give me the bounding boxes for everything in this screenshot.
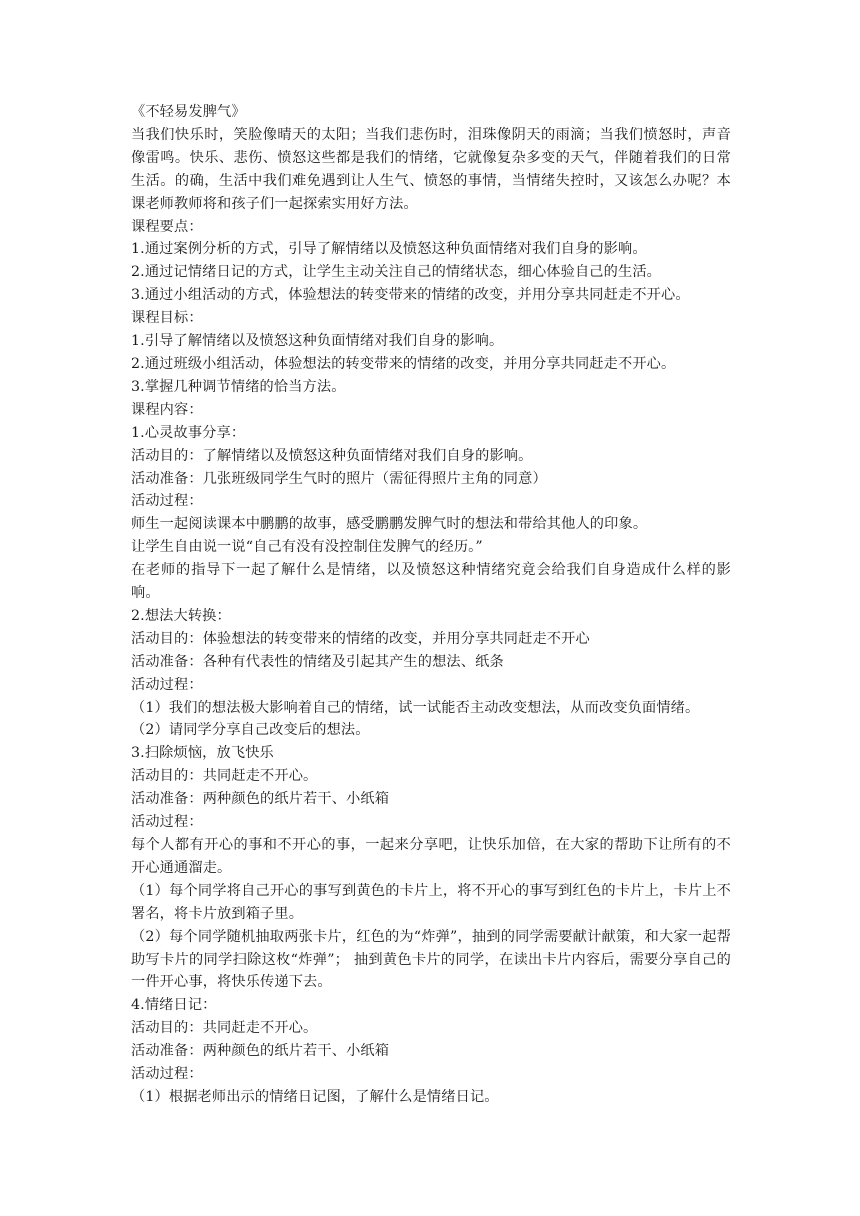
intro-paragraph: 当我们快乐时，笑脸像晴天的太阳；当我们悲伤时，泪珠像阴天的雨滴；当我们愤怒时，声音像雷鸣。快乐、悲伤、愤怒这些都是我们的情绪，它就像复杂多变的天气，伴随着我们的日常生活。的确，生活中我们难免遇到让人生气、愤怒的事情，当情绪失控时，又该怎么办呢？本课老师教师将和孩子们一起探索实用好方法。 <box>131 126 731 212</box>
activity-process-step: （1）我们的想法极大影响着自己的情绪，试一试能否主动改变想法，从而改变负面情绪。 <box>131 699 700 716</box>
activity-preparation: 活动准备：几张班级同学生气时的照片（需征得照片主角的同意） <box>131 470 547 487</box>
content-heading: 课程内容： <box>131 401 203 418</box>
key-point-item: 3.通过小组活动的方式，体验想法的转变带来的情绪的改变，并用分享共同赶走不开心。 <box>131 287 690 304</box>
activity-title: 4.情绪日记： <box>131 997 217 1014</box>
activity-preparation: 活动准备：两种颜色的纸片若干、小纸箱 <box>131 791 390 808</box>
goals-heading: 课程目标： <box>131 310 203 327</box>
key-point-item: 2.通过记情绪日记的方式，让学生主动关注自己的情绪状态，细心体验自己的生活。 <box>131 264 661 281</box>
document-page <box>131 101 731 1109</box>
activity-title: 3.扫除烦恼，放飞快乐 <box>131 745 274 762</box>
activity-process-step: （1）每个同学将自己开心的事写到黄色的卡片上，将不开心的事写到红色的卡片上，卡片上不署名，将卡片放到箱子里。 <box>131 882 731 922</box>
activity-process-step: 让学生自由说一说“自己有没有没控制住发脾气的经历。” <box>131 539 483 556</box>
activity-title: 2.想法大转换： <box>131 607 231 624</box>
document-title: 《不轻易发脾气》 <box>131 104 246 120</box>
activity-process-step: （2）每个同学随机抽取两张卡片，红色的为“炸弹”，抽到的同学需要献计献策，和大家一起帮助写卡片的同学扫除这枚“炸弹”； 抽到黄色卡片的同学，在读出卡片内容后，需要分享自己的一件开心事，将快乐传递下去。 <box>131 928 731 991</box>
activity-preparation: 活动准备：两种颜色的纸片若干、小纸箱 <box>131 1043 390 1060</box>
activity-purpose: 活动目的：共同赶走不开心。 <box>131 1020 318 1037</box>
activity-process-step: （2）请同学分享自己改变后的想法。 <box>131 722 370 739</box>
activity-purpose: 活动目的：共同赶走不开心。 <box>131 768 318 785</box>
activity-purpose: 活动目的：了解情绪以及愤怒这种负面情绪对我们自身的影响。 <box>131 447 533 464</box>
activity-process-step: 师生一起阅读课本中鹏鹏的故事，感受鹏鹏发脾气时的想法和带给其他人的印象。 <box>131 516 648 533</box>
activity-process-label: 活动过程： <box>131 676 203 693</box>
activity-title: 1.心灵故事分享： <box>131 424 246 441</box>
activity-process-step: 每个人都有开心的事和不开心的事，一起来分享吧，让快乐加倍，在大家的帮助下让所有的不开心通通溜走。 <box>131 837 731 876</box>
activity-process-label: 活动过程： <box>131 814 203 831</box>
activity-preparation: 活动准备：各种有代表性的情绪及引起其产生的想法、纸条 <box>131 653 504 670</box>
goal-item: 1.引导了解情绪以及愤怒这种负面情绪对我们自身的影响。 <box>131 333 504 350</box>
activity-process-step: （1）根据老师出示的情绪日记图，了解什么是情绪日记。 <box>131 1088 499 1105</box>
goal-item: 2.通过班级小组活动，体验想法的转变带来的情绪的改变，并用分享共同赶走不开心。 <box>131 355 676 372</box>
key-points-heading: 课程要点： <box>131 218 203 235</box>
activity-process-step: 在老师的指导下一起了解什么是情绪，以及愤怒这种情绪究竟会给我们自身造成什么样的影响。 <box>131 562 731 602</box>
key-point-item: 1.通过案例分析的方式，引导了解情绪以及愤怒这种负面情绪对我们自身的影响。 <box>131 241 647 258</box>
goal-item: 3.掌握几种调节情绪的恰当方法。 <box>131 378 346 395</box>
activity-process-label: 活动过程： <box>131 1066 203 1083</box>
activity-purpose: 活动目的：体验想法的转变带来的情绪的改变，并用分享共同赶走不开心 <box>131 630 590 647</box>
activity-process-label: 活动过程： <box>131 493 203 510</box>
